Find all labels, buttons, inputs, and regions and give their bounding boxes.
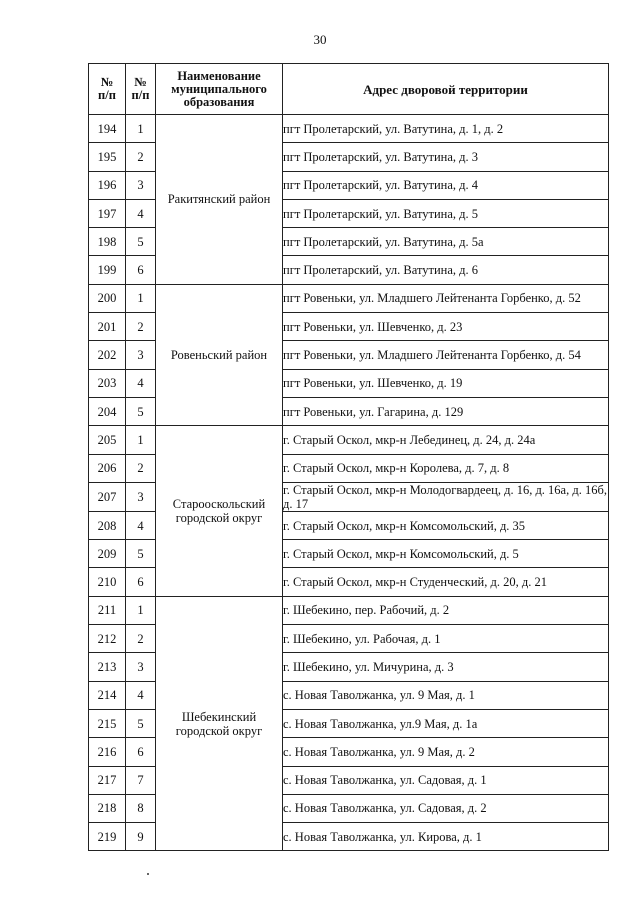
row-local-number: 1 [126,426,156,454]
table-row [89,284,609,312]
header-num-global: № п/п [89,64,126,115]
row-local-number: 1 [126,284,156,312]
row-number: 213 [89,653,126,681]
row-local-number: 4 [126,511,156,539]
table-body [89,115,609,851]
page-number: 30 [313,32,327,47]
address-cell: пгт Пролетарский, ул. Ватутина, д. 3 [283,143,609,171]
address-cell: пгт Пролетарский, ул. Ватутина, д. 4 [283,171,609,199]
address-cell: пгт Пролетарский, ул. Ватутина, д. 5а [283,228,609,256]
row-local-number: 4 [126,369,156,397]
row-local-number: 5 [126,540,156,568]
row-local-number: 5 [126,709,156,737]
header-municipality: Наименование муниципального образования [156,64,283,115]
row-number: 211 [89,596,126,624]
address-cell: пгт Пролетарский, ул. Ватутина, д. 5 [283,199,609,227]
row-number: 205 [89,426,126,454]
row-number: 198 [89,228,126,256]
address-cell: г. Старый Оскол, мкр-н Комсомольский, д. 5 [283,540,609,568]
address-table [88,63,609,851]
row-number: 199 [89,256,126,284]
row-local-number: 1 [126,115,156,143]
address-cell: с. Новая Таволжанка, ул. 9 Мая, д. 1 [283,681,609,709]
row-number: 212 [89,625,126,653]
row-number: 207 [89,482,126,511]
row-local-number: 2 [126,143,156,171]
municipality-cell: Старооскольский городской округ [156,426,283,596]
address-cell: пгт Пролетарский, ул. Ватутина, д. 1, д. 2 [283,115,609,143]
scan-speck [147,873,149,875]
row-number: 219 [89,823,126,851]
row-local-number: 6 [126,568,156,596]
address-cell: с. Новая Таволжанка, ул. Кирова, д. 1 [283,823,609,851]
address-cell: пгт Ровеньки, ул. Младшего Лейтенанта Горбенко, д. 54 [283,341,609,369]
address-cell: пгт Ровеньки, ул. Младшего Лейтенанта Горбенко, д. 52 [283,284,609,312]
address-cell: пгт Пролетарский, ул. Ватутина, д. 6 [283,256,609,284]
header-row [89,64,609,115]
municipality-cell: Ракитянский район [156,115,283,285]
row-local-number: 5 [126,397,156,425]
row-local-number: 3 [126,482,156,511]
row-number: 209 [89,540,126,568]
row-local-number: 6 [126,738,156,766]
row-number: 197 [89,199,126,227]
row-number: 216 [89,738,126,766]
row-local-number: 3 [126,653,156,681]
row-number: 215 [89,709,126,737]
row-local-number: 4 [126,681,156,709]
address-cell: г. Шебекино, ул. Рабочая, д. 1 [283,625,609,653]
address-cell: пгт Ровеньки, ул. Шевченко, д. 23 [283,313,609,341]
municipality-cell: Шебекинский городской округ [156,596,283,851]
address-cell: с. Новая Таволжанка, ул. Садовая, д. 1 [283,766,609,794]
address-cell: г. Шебекино, ул. Мичурина, д. 3 [283,653,609,681]
table-row [89,115,609,143]
row-number: 206 [89,454,126,482]
row-number: 208 [89,511,126,539]
row-local-number: 5 [126,228,156,256]
address-cell: с. Новая Таволжанка, ул.9 Мая, д. 1а [283,709,609,737]
header-address: Адрес дворовой территории [283,64,609,115]
municipality-cell: Ровеньский район [156,284,283,425]
address-cell: г. Старый Оскол, мкр-н Королева, д. 7, д. 8 [283,454,609,482]
address-cell: г. Старый Оскол, мкр-н Комсомольский, д. 35 [283,511,609,539]
address-cell: с. Новая Таволжанка, ул. 9 Мая, д. 2 [283,738,609,766]
row-local-number: 6 [126,256,156,284]
address-cell: г. Старый Оскол, мкр-н Студенческий, д. 20, д. 21 [283,568,609,596]
row-number: 210 [89,568,126,596]
row-number: 200 [89,284,126,312]
row-local-number: 9 [126,823,156,851]
row-local-number: 2 [126,454,156,482]
address-cell: с. Новая Таволжанка, ул. Садовая, д. 2 [283,794,609,822]
row-number: 203 [89,369,126,397]
row-local-number: 2 [126,313,156,341]
row-local-number: 4 [126,199,156,227]
row-local-number: 2 [126,625,156,653]
row-number: 202 [89,341,126,369]
address-cell: г. Старый Оскол, мкр-н Молодогвардеец, д. 16, д. 16а, д. 16б, д. 17 [283,482,607,511]
row-local-number: 1 [126,596,156,624]
row-number: 194 [89,115,126,143]
row-number: 196 [89,171,126,199]
row-number: 218 [89,794,126,822]
row-number: 204 [89,397,126,425]
row-local-number: 3 [126,171,156,199]
row-local-number: 3 [126,341,156,369]
row-number: 195 [89,143,126,171]
row-number: 201 [89,313,126,341]
address-cell: пгт Ровеньки, ул. Гагарина, д. 129 [283,397,609,425]
address-cell: г. Старый Оскол, мкр-н Лебединец, д. 24, д. 24а [283,426,609,454]
header-num-local: № п/п [126,64,156,115]
row-number: 214 [89,681,126,709]
row-local-number: 8 [126,794,156,822]
row-local-number: 7 [126,766,156,794]
address-cell: г. Шебекино, пер. Рабочий, д. 2 [283,596,609,624]
address-cell: пгт Ровеньки, ул. Шевченко, д. 19 [283,369,609,397]
row-number: 217 [89,766,126,794]
table-row [89,426,609,454]
table-row [89,596,609,624]
